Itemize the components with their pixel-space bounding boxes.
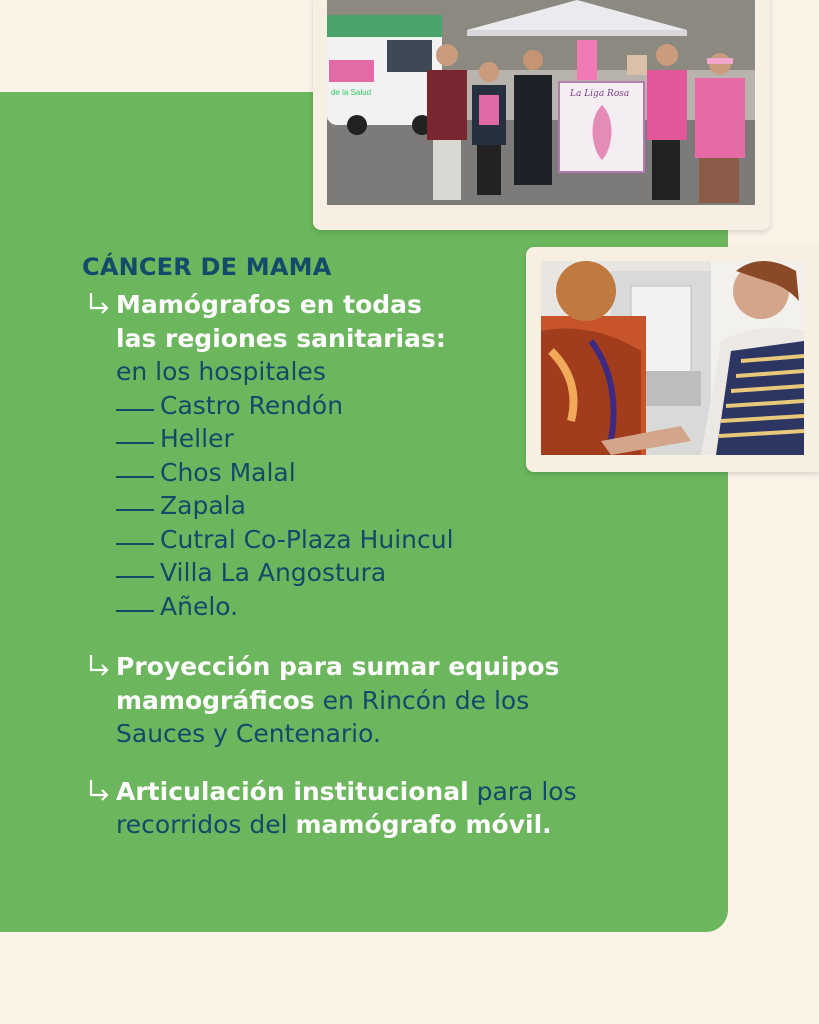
arrow-icon xyxy=(88,779,110,801)
list-item xyxy=(116,422,642,456)
section3-bold-end: mamógrafo móvil. xyxy=(295,810,552,839)
section-articulacion xyxy=(82,775,642,842)
list-item xyxy=(116,389,642,423)
section-proyeccion xyxy=(82,650,642,751)
section-mamografos xyxy=(82,288,642,623)
van-text: de la Salud xyxy=(331,88,372,97)
hospital-name: Heller xyxy=(160,424,234,453)
arrow-icon xyxy=(88,292,110,314)
section3-line2 xyxy=(116,808,642,842)
section3-line1 xyxy=(116,775,642,809)
content-column xyxy=(82,252,642,842)
section1-intro: en los hospitales xyxy=(116,357,326,386)
section2-line1: Proyección para sumar equipos xyxy=(116,652,560,681)
section2-rest: en Rincón de los xyxy=(314,685,530,715)
hospital-name: Cutral Co-Plaza Huincul xyxy=(160,524,454,554)
hospital-name: Zapala xyxy=(160,491,246,520)
hospital-name: Villa La Angostura xyxy=(160,558,387,587)
section3-bold: Articulación institucional xyxy=(116,776,469,806)
arrow-icon xyxy=(88,654,110,676)
hospital-name: Chos Malal xyxy=(160,457,296,487)
list-item xyxy=(116,523,642,557)
section3-start: recorridos del xyxy=(116,810,296,839)
section1-title-line2: las regiones sanitarias: xyxy=(116,323,446,353)
section3-rest: para los xyxy=(468,776,577,806)
list-item xyxy=(116,590,642,624)
section2-line3: Sauces y Centenario. xyxy=(116,719,381,748)
photo-frame-group xyxy=(313,0,770,230)
banner-text: La Liga Rosa xyxy=(570,89,630,99)
group-photo xyxy=(327,0,755,205)
section-heading: CÁNCER DE MAMA xyxy=(82,253,332,281)
list-item xyxy=(116,489,642,523)
list-item xyxy=(116,556,642,590)
section1-title-line1: Mamógrafos en todas xyxy=(116,290,422,319)
section2-line2 xyxy=(116,684,642,718)
hospital-name: Castro Rendón xyxy=(160,390,344,420)
hospital-name: Añelo. xyxy=(160,591,239,621)
section2-bold: mamográficos xyxy=(116,685,315,715)
list-item xyxy=(116,456,642,490)
